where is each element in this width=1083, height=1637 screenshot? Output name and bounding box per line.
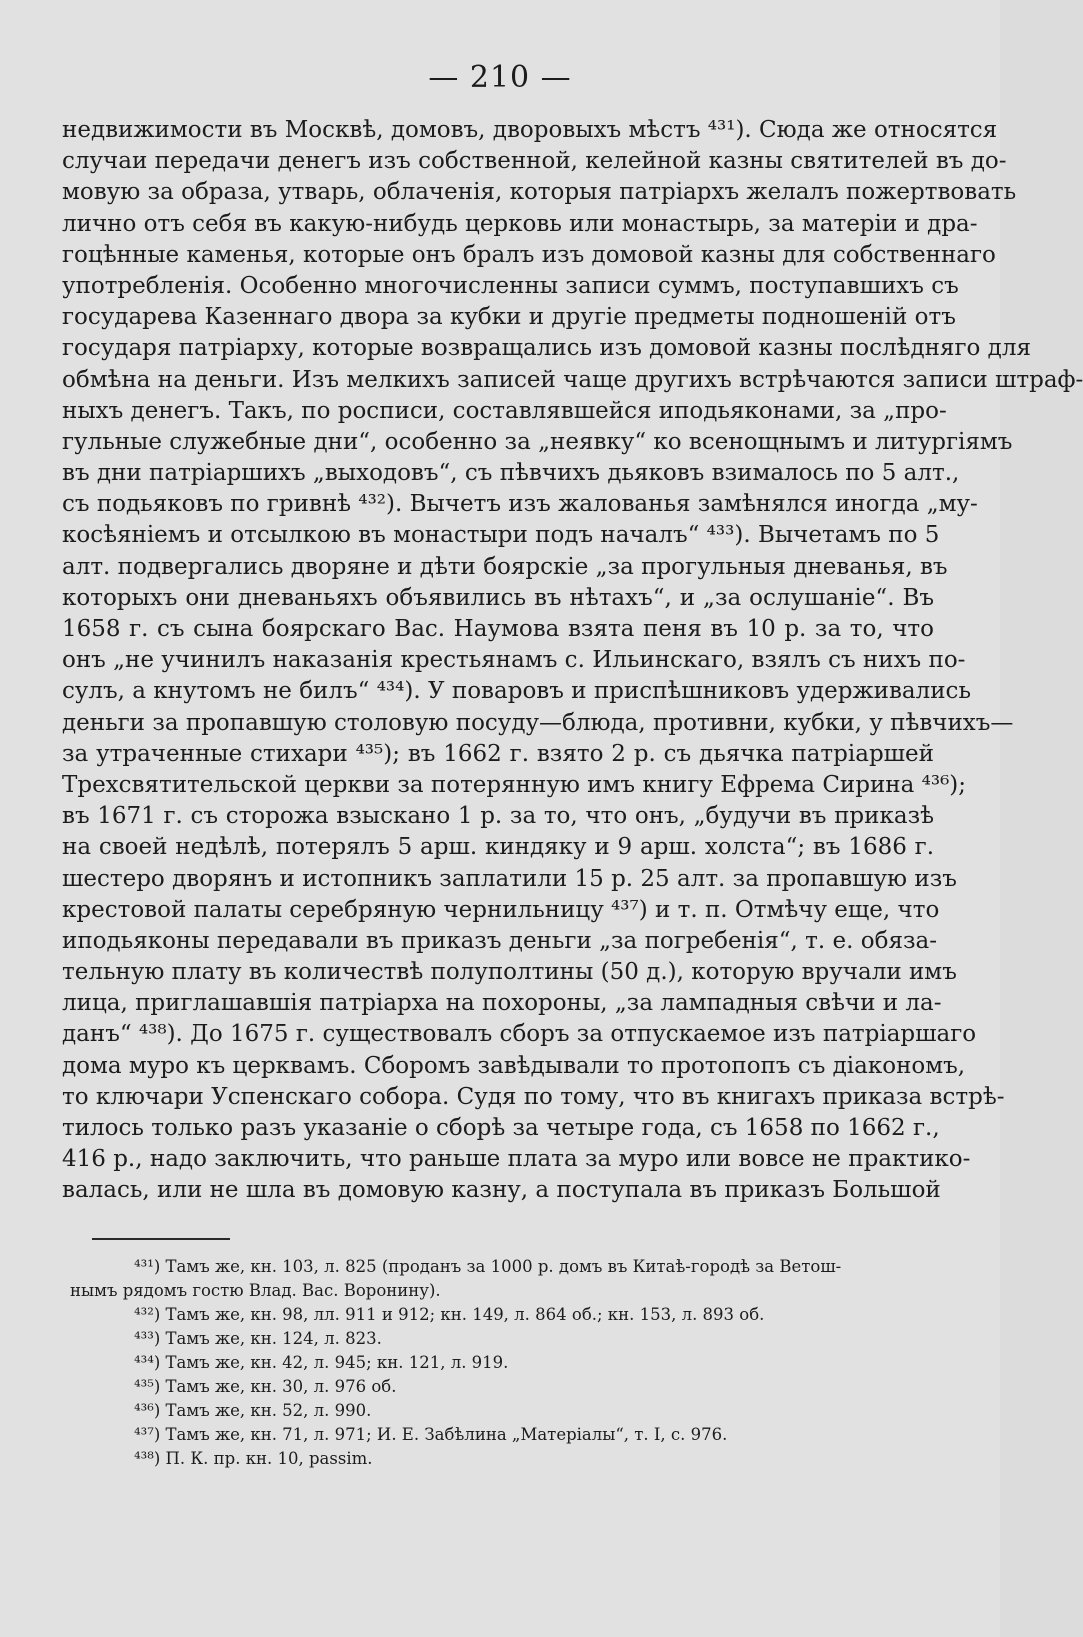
text-line: то ключари Успенскаго собора. Судя по тому, что въ книгахъ приказа встрѣ- <box>62 1083 1005 1110</box>
text-line: тельную плату въ количествѣ полуполтины (50 д.), которую вручали имъ <box>62 959 957 986</box>
text-line: косѣяніемъ и отсылкою въ монастыри подъ началъ“ ⁴³³). Вычетамъ по 5 <box>62 522 940 549</box>
text-line: ныхъ денегъ. Такъ, по росписи, составлявшейся иподьяконами, за „про- <box>62 397 947 424</box>
footnote-438: ⁴³⁸) П. К. пр. кн. 10, passim. <box>134 1449 373 1468</box>
text-line: 1658 г. съ сына боярскаго Вас. Наумова взята пеня въ 10 р. за то, что <box>62 616 934 642</box>
text-line: гульные служебные дни“, особенно за „неявку“ ко всенощнымъ и литургіямъ <box>62 428 1013 455</box>
text-line: съ подьяковъ по гривнѣ ⁴³²). Вычетъ изъ жалованья замѣнялся иногда „му- <box>62 491 978 518</box>
text-line: Трехсвятительской церкви за потерянную имъ книгу Ефрема Сирина ⁴³⁶); <box>62 771 967 798</box>
text-line: шестеро дворянъ и истопникъ заплатили 15 р. 25 алт. за пропавшую изъ <box>62 865 957 892</box>
page-number: — 210 — <box>428 60 572 95</box>
text-line: иподьяконы передавали въ приказъ деньги „за погребенія“, т. е. обяза- <box>62 927 937 954</box>
footnote-436: ⁴³⁶) Тамъ же, кн. 52, л. 990. <box>134 1401 372 1420</box>
text-line: за утраченные стихари ⁴³⁵); въ 1662 г. взято 2 р. съ дьячка патріаршей <box>62 740 934 767</box>
text-line: въ 1671 г. съ сторожа взыскано 1 р. за то, что онъ, „будучи въ приказѣ <box>62 803 934 830</box>
text-line: мовую за образа, утварь, облаченія, которыя патріархъ желалъ пожертвовать <box>62 179 1017 206</box>
text-line: крестовой палаты серебряную чернильницу ⁴³⁷) и т. п. Отмѣчу еще, что <box>62 896 940 923</box>
text-line: которыхъ они дневаньяхъ объявились въ нѣтахъ“, и „за ослушаніе“. Въ <box>62 584 934 611</box>
text-line: алт. подвергались дворяне и дѣти боярскіе „за прогульныя дневанья, въ <box>62 553 948 580</box>
text-line: валась, или не шла въ домовую казну, а поступала въ приказъ Большой <box>62 1177 941 1204</box>
text-line: дома муро къ церквамъ. Сборомъ завѣдывали то протопопъ съ діакономъ, <box>62 1052 966 1079</box>
text-line: лица, приглашавшія патріарха на похороны, „за лампадныя свѣчи и ла- <box>62 990 942 1017</box>
text-line: сулъ, а кнутомъ не билъ“ ⁴³⁴). У поваровъ и приспѣшниковъ удерживались <box>62 678 971 705</box>
text-line: государя патріарху, которые возвращались изъ домовой казны послѣдняго для <box>62 335 1031 362</box>
footnote-433: ⁴³³) Тамъ же, кн. 124, л. 823. <box>134 1329 382 1348</box>
footnote-434: ⁴³⁴) Тамъ же, кн. 42, л. 945; кн. 121, л. 919. <box>134 1353 509 1372</box>
footnotes <box>70 1255 940 1471</box>
main-text <box>62 115 1083 1207</box>
text-line: государева Казеннаго двора за кубки и другіе предметы подношеній отъ <box>62 304 956 331</box>
text-line: употребленія. Особенно многочисленны записи суммъ, поступавшихъ съ <box>62 272 959 299</box>
text-line: лично отъ себя въ какую-нибудь церковь или монастырь, за матеріи и дра- <box>62 210 978 237</box>
footnote-431: ⁴³¹) Тамъ же, кн. 103, л. 825 (проданъ за 1000 р. домъ въ Китаѣ-городѣ за Ветош- <box>134 1257 842 1276</box>
text-line: недвижимости въ Москвѣ, домовъ, дворовыхъ мѣстъ ⁴³¹). Сюда же относятся <box>62 117 998 143</box>
text-line: на своей недѣлѣ, потерялъ 5 арш. киндяку и 9 арш. холста“; въ 1686 г. <box>62 834 934 861</box>
text-line: онъ „не учинилъ наказанія крестьянамъ с. Ильинскаго, взялъ съ нихъ по- <box>62 647 966 674</box>
footnote-divider <box>92 1238 230 1240</box>
text-line: 416 р., надо заключить, что раньше плата за муро или вовсе не практико- <box>62 1146 971 1173</box>
text-line: тилось только разъ указаніе о сборѣ за четыре года, съ 1658 по 1662 г., <box>62 1115 940 1141</box>
footnote-432: ⁴³²) Тамъ же, кн. 98, лл. 911 и 912; кн. 149, л. 864 об.; кн. 153, л. 893 об. <box>134 1305 765 1324</box>
footnote-435: ⁴³⁵) Тамъ же, кн. 30, л. 976 об. <box>134 1377 397 1396</box>
text-line: деньги за пропавшую столовую посуду—блюда, противни, кубки, у пѣвчихъ— <box>62 709 1014 736</box>
footnote-437: ⁴³⁷) Тамъ же, кн. 71, л. 971; И. Е. Забѣлина „Матеріалы“, т. I, с. 976. <box>134 1425 728 1444</box>
text-line: обмѣна на деньги. Изъ мелкихъ записей чаще другихъ встрѣчаются записи штраф- <box>62 366 1083 393</box>
text-line: въ дни патріаршихъ „выходовъ“, съ пѣвчихъ дьяковъ взималось по 5 алт., <box>62 460 960 487</box>
text-line: данъ“ ⁴³⁸). До 1675 г. существовалъ сборъ за отпускаемое изъ патріаршаго <box>62 1021 977 1048</box>
footnote-431-continued: нымъ рядомъ гостю Влад. Вас. Воронину). <box>70 1281 441 1300</box>
text-line: случаи передачи денегъ изъ собственной, келейной казны святителей въ до- <box>62 148 1007 175</box>
text-line: гоцѣнные каменья, которые онъ бралъ изъ домовой казны для собственнаго <box>62 241 996 268</box>
